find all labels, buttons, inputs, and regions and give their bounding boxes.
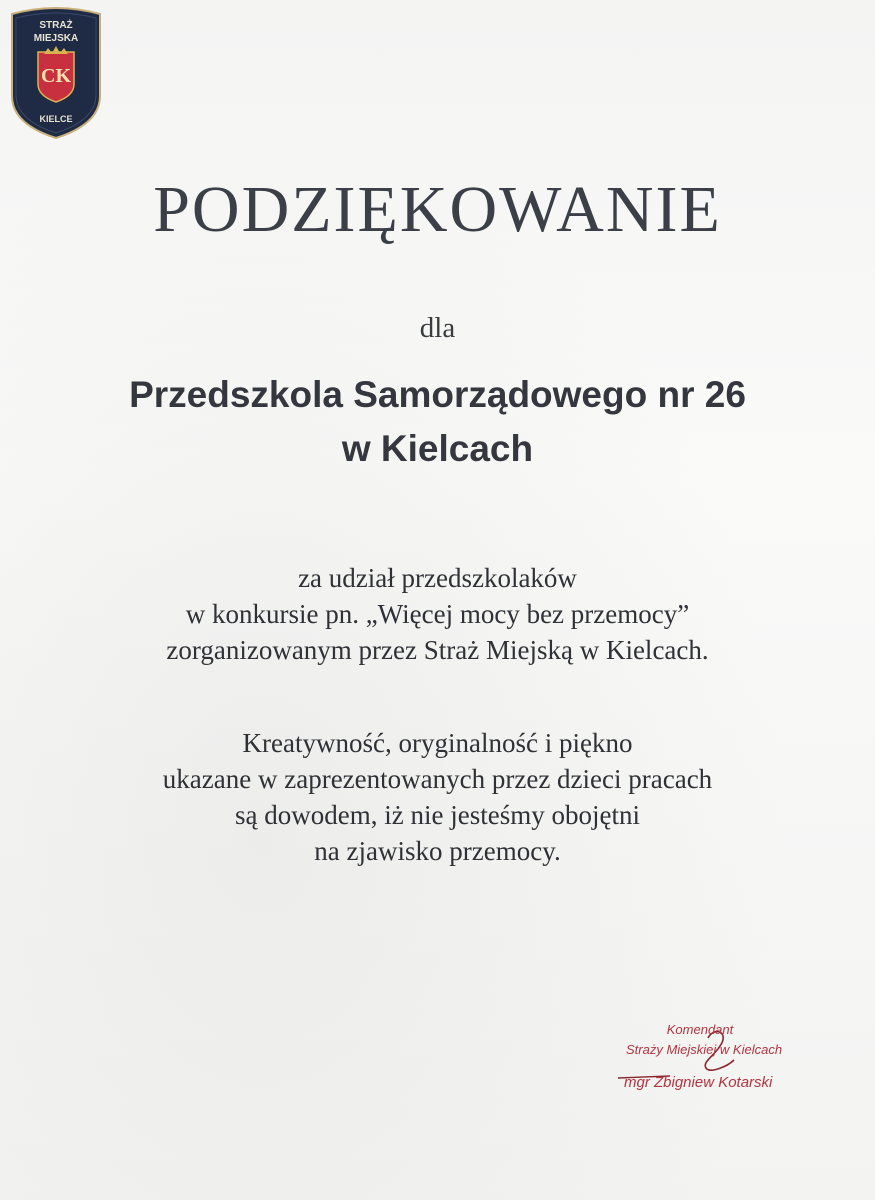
text-line: na zjawisko przemocy. xyxy=(314,836,561,866)
svg-text:MIEJSKA: MIEJSKA xyxy=(33,33,79,44)
city-guard-emblem xyxy=(6,4,106,142)
recipient-line: Przedszkola Samorządowego nr 26 xyxy=(129,374,746,415)
document-title: PODZIĘKOWANIE xyxy=(153,173,722,246)
signature-stamp xyxy=(610,1022,810,1102)
text-line: są dowodem, iż nie jesteśmy obojętni xyxy=(235,800,640,830)
signature-name: mgr Zbigniew Kotarski xyxy=(624,1074,773,1091)
recipient-name xyxy=(0,368,875,476)
emblem-monogram: CK xyxy=(41,65,71,87)
text-line: za udział przedszkolaków xyxy=(298,563,577,593)
signature-institution: Straży Miejskiej w Kielcach xyxy=(626,1042,783,1057)
paragraph-praise xyxy=(0,725,875,869)
signature-position: Komendant xyxy=(666,1022,734,1037)
text-line: ukazane w zaprezentowanych przez dzieci pracach xyxy=(162,764,713,794)
text-line: zorganizowanym przez Straż Miejską w Kielcach. xyxy=(166,635,709,665)
text-line: Kreatywność, oryginalność i piękno xyxy=(242,728,633,758)
text-line: w konkursie pn. „Więcej mocy bez przemocy” xyxy=(185,599,690,629)
paragraph-reason xyxy=(0,560,875,668)
emblem-text-bottom: KIELCE xyxy=(39,114,73,124)
emblem-text-top: STRAŻ xyxy=(39,20,73,31)
recipient-line: w Kielcach xyxy=(341,428,534,469)
for-word: dla xyxy=(419,312,456,344)
